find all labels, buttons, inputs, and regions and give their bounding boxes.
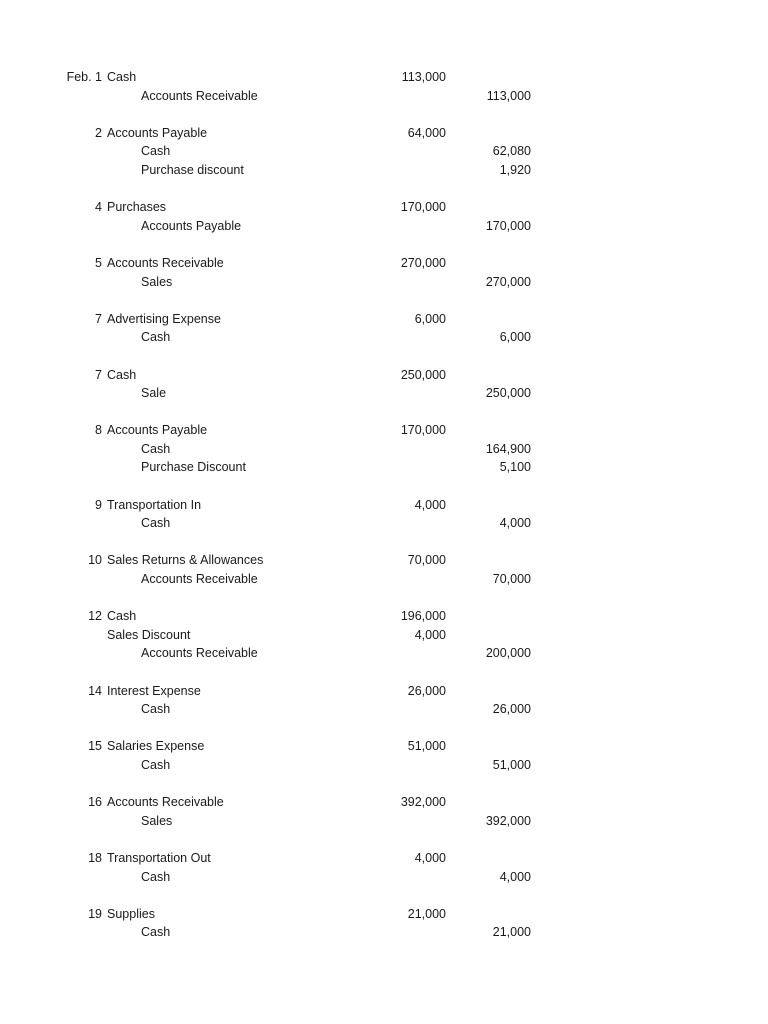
credit-amount: 200,000 xyxy=(485,646,531,661)
credit-account-name: Accounts Payable xyxy=(141,218,242,233)
debit-amount: 113,000 xyxy=(401,70,446,84)
credit-account-name: Cash xyxy=(141,330,171,345)
credit-account-name: Cash xyxy=(141,869,171,884)
debit-line xyxy=(0,682,768,701)
debit-line xyxy=(0,68,768,87)
entry-date: 5 xyxy=(95,255,102,270)
credit-amount: 4,000 xyxy=(499,869,531,884)
debit-amount: 51,000 xyxy=(407,739,446,754)
debit-amount: 64,000 xyxy=(407,125,446,140)
entry-date: 10 xyxy=(88,553,102,568)
debit-amount: 392,000 xyxy=(400,795,446,810)
journal-entry xyxy=(0,68,768,105)
debit-amount: 4,000 xyxy=(414,497,446,512)
debit-amount: 21,000 xyxy=(407,906,446,921)
entry-date: 19 xyxy=(88,906,102,921)
credit-line xyxy=(0,328,768,347)
credit-amount: 21,000 xyxy=(492,925,531,940)
journal-entry xyxy=(0,682,768,719)
debit-line xyxy=(0,626,768,645)
debit-line xyxy=(0,551,768,570)
credit-amount: 4,000 xyxy=(499,516,531,531)
credit-amount: 62,080 xyxy=(492,144,531,159)
debit-account-name: Interest Expense xyxy=(107,683,201,698)
credit-amount: 1,920 xyxy=(499,162,531,177)
debit-amount: 26,000 xyxy=(407,683,446,698)
credit-amount: 6,000 xyxy=(499,330,531,345)
debit-line xyxy=(0,496,768,515)
debit-account-name: Cash xyxy=(107,609,137,624)
debit-line xyxy=(0,607,768,626)
credit-line xyxy=(0,868,768,887)
credit-account-name: Cash xyxy=(141,757,171,772)
debit-line xyxy=(0,737,768,756)
credit-amount: 26,000 xyxy=(492,702,531,717)
credit-amount: 392,000 xyxy=(485,813,531,828)
journal-entry xyxy=(0,254,768,291)
journal-entry xyxy=(0,849,768,886)
journal-entry xyxy=(0,124,768,180)
entry-date: 16 xyxy=(88,795,102,810)
debit-line xyxy=(0,310,768,329)
journal-entry xyxy=(0,737,768,774)
debit-account-name: Supplies xyxy=(107,906,155,921)
credit-line xyxy=(0,644,768,663)
credit-line xyxy=(0,161,768,180)
credit-line xyxy=(0,217,768,236)
credit-account-name: Purchase discount xyxy=(141,162,244,177)
credit-line xyxy=(0,812,768,831)
debit-account-name: Sales Discount xyxy=(107,627,191,642)
debit-line xyxy=(0,124,768,143)
credit-line xyxy=(0,87,768,106)
credit-line xyxy=(0,923,768,942)
credit-account-name: Sales xyxy=(141,813,173,828)
debit-amount: 4,000 xyxy=(414,627,446,642)
debit-account-name: Accounts Receivable xyxy=(107,255,224,270)
credit-account-name: Cash xyxy=(141,144,171,159)
credit-account-name: Sales xyxy=(141,274,173,289)
credit-line xyxy=(0,756,768,775)
credit-line xyxy=(0,142,768,161)
debit-account-name: Accounts Payable xyxy=(107,423,208,438)
journal-entry xyxy=(0,905,768,942)
entry-date: 18 xyxy=(88,850,102,865)
journal-entry xyxy=(0,551,768,588)
entry-date: 7 xyxy=(95,311,102,326)
entry-date: Feb. 1 xyxy=(66,70,102,84)
credit-account-name: Cash xyxy=(141,925,171,940)
credit-account-name: Cash xyxy=(141,441,171,456)
journal-entries xyxy=(0,68,768,961)
journal-entry xyxy=(0,496,768,533)
credit-account-name: Sale xyxy=(141,386,167,401)
credit-account-name: Purchase Discount xyxy=(141,460,246,475)
debit-line xyxy=(0,793,768,812)
debit-account-name: Cash xyxy=(107,367,137,382)
debit-account-name: Sales Returns & Allowances xyxy=(107,553,264,568)
debit-line xyxy=(0,198,768,217)
debit-amount: 70,000 xyxy=(407,553,446,568)
debit-account-name: Accounts Receivable xyxy=(107,795,224,810)
entry-date: 2 xyxy=(95,125,102,140)
debit-line xyxy=(0,421,768,440)
entry-date: 15 xyxy=(88,739,102,754)
entry-date: 7 xyxy=(95,367,102,382)
credit-account-name: Accounts Receivable xyxy=(141,572,258,587)
credit-amount: 250,000 xyxy=(485,386,531,401)
credit-account-name: Accounts Receivable xyxy=(141,88,258,103)
debit-amount: 6,000 xyxy=(414,311,446,326)
credit-amount: 70,000 xyxy=(492,572,531,587)
credit-amount: 164,900 xyxy=(485,441,531,456)
credit-line xyxy=(0,570,768,589)
debit-amount: 170,000 xyxy=(400,423,446,438)
debit-account-name: Advertising Expense xyxy=(107,311,221,326)
entry-date: 4 xyxy=(95,200,102,215)
debit-amount: 250,000 xyxy=(400,367,446,382)
journal-entry xyxy=(0,366,768,403)
debit-account-name: Transportation Out xyxy=(107,850,211,865)
credit-amount: 170,000 xyxy=(485,218,531,233)
debit-account-name: Cash xyxy=(107,70,137,84)
credit-account-name: Cash xyxy=(141,516,171,531)
entry-date: 12 xyxy=(88,609,102,624)
credit-line xyxy=(0,458,768,477)
journal-entry xyxy=(0,310,768,347)
credit-line xyxy=(0,384,768,403)
debit-line xyxy=(0,366,768,385)
credit-amount: 51,000 xyxy=(492,757,531,772)
entry-date: 8 xyxy=(95,423,102,438)
credit-line xyxy=(0,700,768,719)
journal-entry xyxy=(0,793,768,830)
credit-amount: 5,100 xyxy=(499,460,531,475)
debit-account-name: Purchases xyxy=(107,200,167,215)
debit-account-name: Transportation In xyxy=(107,497,202,512)
debit-line xyxy=(0,849,768,868)
debit-line xyxy=(0,905,768,924)
credit-amount: 113,000 xyxy=(486,88,531,103)
credit-amount: 270,000 xyxy=(485,274,531,289)
entry-date: 14 xyxy=(88,683,102,698)
credit-line xyxy=(0,273,768,292)
journal-entry xyxy=(0,198,768,235)
debit-account-name: Accounts Payable xyxy=(107,125,208,140)
debit-amount: 270,000 xyxy=(400,255,446,270)
debit-amount: 170,000 xyxy=(400,200,446,215)
credit-account-name: Cash xyxy=(141,702,171,717)
credit-account-name: Accounts Receivable xyxy=(141,646,258,661)
credit-line xyxy=(0,514,768,533)
credit-line xyxy=(0,440,768,459)
debit-amount: 196,000 xyxy=(400,609,446,624)
journal-entry xyxy=(0,607,768,663)
debit-amount: 4,000 xyxy=(414,850,446,865)
debit-line xyxy=(0,254,768,273)
entry-date: 9 xyxy=(95,497,102,512)
journal-entry xyxy=(0,421,768,477)
debit-account-name: Salaries Expense xyxy=(107,739,205,754)
